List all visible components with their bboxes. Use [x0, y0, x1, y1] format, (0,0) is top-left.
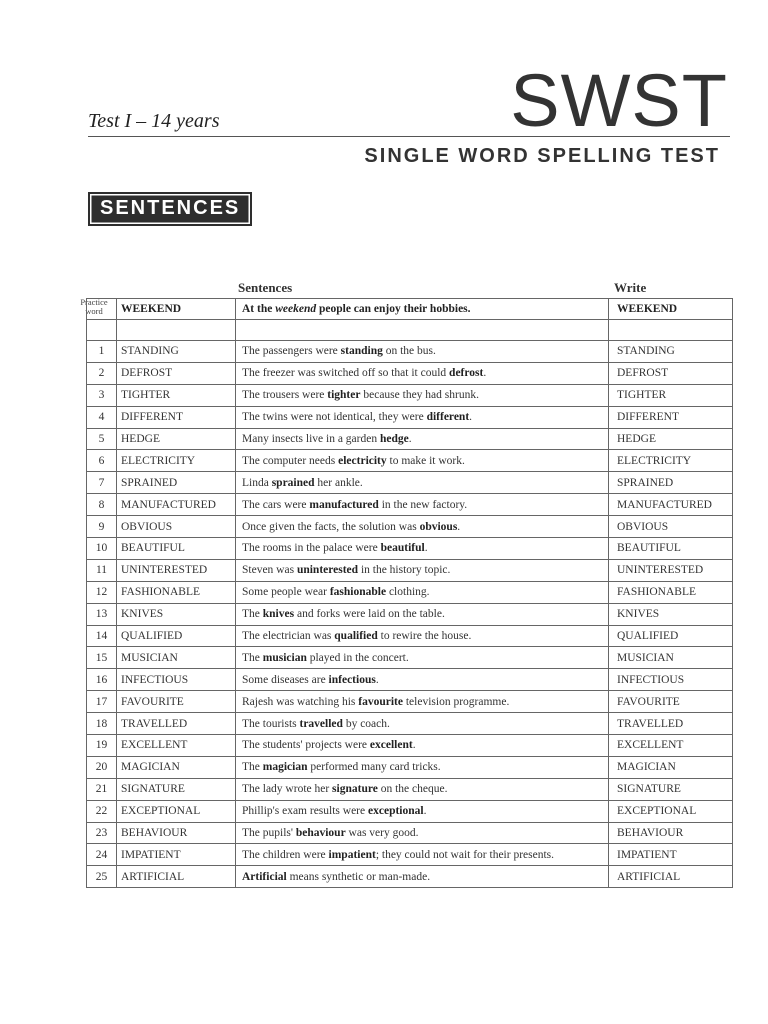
sentence-cell — [236, 450, 609, 472]
sentence-bold-word: travelled — [299, 717, 343, 730]
target-word: DIFFERENT — [117, 406, 236, 428]
sentence-post: in the new factory. — [378, 498, 468, 511]
sentence-bold-word: excellent — [369, 739, 413, 752]
target-word: ELECTRICITY — [117, 450, 236, 472]
sentence-cell — [236, 735, 609, 757]
row-number: 20 — [87, 756, 117, 778]
sentence-pre: The lady wrote her — [242, 783, 333, 796]
table-row — [87, 647, 733, 669]
sentence-cell — [236, 866, 609, 888]
sentence-post: to rewire the house. — [377, 630, 472, 643]
sentence-pre: The — [242, 651, 263, 664]
table-row — [87, 735, 733, 757]
sentence-cell — [236, 822, 609, 844]
sentence-pre: Linda — [242, 476, 272, 489]
sentence-bold-word: knives — [262, 608, 295, 621]
write-cell: EXCELLENT — [609, 735, 733, 757]
sentence-cell — [236, 713, 609, 735]
spacer-cell — [117, 320, 236, 341]
row-number: 9 — [87, 516, 117, 538]
table-row — [87, 691, 733, 713]
sentence-post: . — [423, 805, 427, 818]
row-number: 17 — [87, 691, 117, 713]
sentence-pre: Some people wear — [242, 586, 330, 599]
row-number: 19 — [87, 735, 117, 757]
target-word: EXCEPTIONAL — [117, 800, 236, 822]
write-cell: TRAVELLED — [609, 713, 733, 735]
sentence-pre: The freezer was switched off so that it could — [242, 367, 450, 380]
table-row — [87, 472, 733, 494]
sentence-bold-word: uninterested — [296, 564, 359, 577]
table-row — [87, 559, 733, 581]
sentence-post: was very good. — [345, 827, 419, 840]
write-cell: IMPATIENT — [609, 844, 733, 866]
sentence-bold-word: electricity — [338, 454, 387, 467]
sentence-post: . — [483, 367, 487, 380]
target-word: EXCELLENT — [117, 735, 236, 757]
sentence-bold-word: manufactured — [309, 498, 379, 511]
row-number: 13 — [87, 603, 117, 625]
row-number: 23 — [87, 822, 117, 844]
table-row — [87, 428, 733, 450]
sentence-bold-word: sprained — [271, 476, 315, 489]
table-row — [87, 669, 733, 691]
spacer-cell — [236, 320, 609, 341]
sentence-post: means synthetic or man-made. — [286, 870, 431, 883]
row-number: 4 — [87, 406, 117, 428]
sentence-cell — [236, 603, 609, 625]
sentence-bold-word: qualified — [334, 630, 378, 643]
sentence-cell — [236, 844, 609, 866]
column-header-sentences: Sentences — [238, 280, 293, 295]
sentence-cell — [236, 647, 609, 669]
write-cell: DIFFERENT — [609, 406, 733, 428]
row-number: 22 — [87, 800, 117, 822]
sentence-bold-word: exceptional — [368, 805, 424, 818]
sentence-cell — [236, 362, 609, 384]
target-word: INFECTIOUS — [117, 669, 236, 691]
write-cell: STANDING — [609, 341, 733, 363]
practice-word-label: Practice word — [80, 297, 108, 316]
practice-word-cell: WEEKEND — [117, 299, 236, 320]
table-row — [87, 581, 733, 603]
sentence-pre: The children were — [242, 848, 329, 861]
write-cell: MAGICIAN — [609, 756, 733, 778]
write-cell: DEFROST — [609, 362, 733, 384]
sentence-bold-word: impatient — [328, 848, 376, 861]
spacer-cell — [87, 320, 117, 341]
sentence-bold-word: signature — [332, 783, 378, 796]
target-word: FAVOURITE — [117, 691, 236, 713]
table-row — [87, 494, 733, 516]
row-number: 18 — [87, 713, 117, 735]
sentence-post: by coach. — [342, 717, 390, 730]
table-row — [87, 822, 733, 844]
table-row — [87, 516, 733, 538]
target-word: FASHIONABLE — [117, 581, 236, 603]
row-number: 8 — [87, 494, 117, 516]
practice-sentence-after: people can enjoy their hobbies. — [316, 303, 471, 315]
target-word: UNINTERESTED — [117, 559, 236, 581]
sentence-pre: Rajesh was watching his — [242, 695, 359, 708]
sentence-cell — [236, 559, 609, 581]
table-row — [87, 800, 733, 822]
sentence-bold-word: defrost — [449, 367, 484, 380]
sentence-bold-word: favourite — [358, 695, 403, 708]
write-cell: EXCEPTIONAL — [609, 800, 733, 822]
sentence-post: television programme. — [402, 695, 510, 708]
sentence-cell — [236, 800, 609, 822]
write-cell: FAVOURITE — [609, 691, 733, 713]
write-cell: MUSICIAN — [609, 647, 733, 669]
sentence-cell — [236, 384, 609, 406]
row-number: 7 — [87, 472, 117, 494]
sentence-cell — [236, 581, 609, 603]
sentence-cell — [236, 494, 609, 516]
write-cell: QUALIFIED — [609, 625, 733, 647]
table-row — [87, 538, 733, 560]
section-badge: SENTENCES — [88, 192, 252, 226]
sentence-cell — [236, 756, 609, 778]
sentence-bold-word: beautiful — [380, 542, 425, 555]
sentence-pre: The trousers were — [242, 389, 328, 402]
row-number: 25 — [87, 866, 117, 888]
sentence-pre: The passengers were — [242, 345, 341, 358]
row-number: 6 — [87, 450, 117, 472]
write-cell: ELECTRICITY — [609, 450, 733, 472]
sentence-pre: Some diseases are — [242, 673, 329, 686]
table-row — [87, 625, 733, 647]
sentence-post: . — [412, 739, 416, 752]
write-cell: UNINTERESTED — [609, 559, 733, 581]
row-number: 2 — [87, 362, 117, 384]
sentence-post: and forks were laid on the table. — [294, 608, 445, 621]
sentence-cell — [236, 406, 609, 428]
page-subtitle: SINGLE WORD SPELLING TEST — [364, 145, 720, 167]
target-word: STANDING — [117, 341, 236, 363]
row-number: 11 — [87, 559, 117, 581]
sentence-pre: Many insects live in a garden — [242, 433, 380, 445]
target-word: MUSICIAN — [117, 647, 236, 669]
write-cell: INFECTIOUS — [609, 669, 733, 691]
sentence-post: to make it work. — [386, 454, 465, 467]
target-word: HEDGE — [117, 428, 236, 450]
table-row — [87, 713, 733, 735]
sentence-bold-word: Artificial — [242, 870, 287, 883]
write-cell: HEDGE — [609, 428, 733, 450]
sentence-cell — [236, 538, 609, 560]
sentence-bold-word: musician — [262, 651, 307, 664]
table-row — [87, 844, 733, 866]
sentence-post: clothing. — [386, 586, 430, 599]
write-cell: SIGNATURE — [609, 778, 733, 800]
target-word: DEFROST — [117, 362, 236, 384]
sentence-post: . — [469, 411, 473, 424]
sentence-pre: The cars were — [242, 498, 310, 511]
sentence-pre: The students' projects were — [242, 739, 370, 752]
target-word: IMPATIENT — [117, 844, 236, 866]
sentence-cell — [236, 669, 609, 691]
practice-write-cell: WEEKEND — [609, 299, 733, 320]
write-cell: FASHIONABLE — [609, 581, 733, 603]
table-row — [87, 866, 733, 888]
write-cell: ARTIFICIAL — [609, 866, 733, 888]
target-word: KNIVES — [117, 603, 236, 625]
target-word: SIGNATURE — [117, 778, 236, 800]
target-word: MAGICIAN — [117, 756, 236, 778]
sentence-bold-word: hedge — [379, 433, 409, 445]
write-cell: MANUFACTURED — [609, 494, 733, 516]
practice-number-cell — [87, 299, 117, 320]
sentence-post: . — [457, 520, 461, 533]
sentence-bold-word: behaviour — [295, 827, 346, 840]
spelling-table — [86, 298, 733, 888]
sentence-pre: The electrician was — [242, 630, 335, 643]
header-rule — [88, 136, 730, 137]
sentence-bold-word: tighter — [327, 389, 361, 402]
row-number: 5 — [87, 428, 117, 450]
table-row — [87, 406, 733, 428]
sentence-bold-word: different — [426, 411, 470, 424]
sentence-bold-word: infectious — [328, 673, 376, 686]
write-cell: TIGHTER — [609, 384, 733, 406]
write-cell: BEAUTIFUL — [609, 538, 733, 560]
write-cell: OBVIOUS — [609, 516, 733, 538]
write-cell: KNIVES — [609, 603, 733, 625]
table-row — [87, 384, 733, 406]
table-row — [87, 756, 733, 778]
sentence-cell — [236, 516, 609, 538]
target-word: SPRAINED — [117, 472, 236, 494]
table-row — [87, 362, 733, 384]
sentence-post: because they had shrunk. — [360, 389, 479, 402]
target-word: BEAUTIFUL — [117, 538, 236, 560]
sentence-post: her ankle. — [314, 476, 363, 489]
sentence-pre: Once given the facts, the solution was — [242, 520, 420, 533]
practice-sentence-cell — [236, 299, 609, 320]
test-label: Test I – 14 years — [88, 110, 220, 132]
sentence-post: played in the concert. — [306, 651, 409, 664]
row-number: 15 — [87, 647, 117, 669]
table-row — [87, 341, 733, 363]
sentence-bold-word: obvious — [419, 520, 458, 533]
sentence-post: . — [424, 542, 428, 555]
sentence-pre: The tourists — [242, 717, 300, 730]
target-word: TRAVELLED — [117, 713, 236, 735]
sentence-pre: The pupils' — [242, 827, 296, 840]
sentence-cell — [236, 625, 609, 647]
sentence-cell — [236, 778, 609, 800]
practice-sentence-before: At the — [242, 303, 276, 315]
sentence-cell — [236, 691, 609, 713]
row-number: 3 — [87, 384, 117, 406]
table-row — [87, 603, 733, 625]
target-word: TIGHTER — [117, 384, 236, 406]
sentence-post: on the bus. — [382, 345, 436, 358]
table-row — [87, 778, 733, 800]
swst-logo: SWST — [510, 59, 728, 142]
target-word: OBVIOUS — [117, 516, 236, 538]
sentence-post: on the cheque. — [377, 783, 448, 796]
row-number: 14 — [87, 625, 117, 647]
row-number: 21 — [87, 778, 117, 800]
row-number: 10 — [87, 538, 117, 560]
sentence-bold-word: fashionable — [329, 586, 387, 599]
sentence-pre: The twins were not identical, they were — [242, 411, 427, 424]
row-number: 24 — [87, 844, 117, 866]
sentence-pre: The rooms in the palace were — [242, 542, 381, 555]
target-word: BEHAVIOUR — [117, 822, 236, 844]
sentence-pre: Steven was — [242, 564, 297, 577]
sentence-cell — [236, 472, 609, 494]
sentence-pre: The computer needs — [242, 454, 339, 467]
write-cell: SPRAINED — [609, 472, 733, 494]
sentence-pre: Phillip's exam results were — [242, 805, 368, 818]
target-word: QUALIFIED — [117, 625, 236, 647]
column-header-write: Write — [614, 280, 647, 295]
table-row — [87, 450, 733, 472]
row-number: 1 — [87, 341, 117, 363]
practice-sentence-italic: weekend — [275, 303, 317, 315]
write-cell: BEHAVIOUR — [609, 822, 733, 844]
spacer-cell — [609, 320, 733, 341]
sentence-post: in the history topic. — [358, 564, 451, 577]
sentence-cell — [236, 341, 609, 363]
sentence-post: ; they could not wait for their presents. — [375, 848, 555, 861]
spacer-row — [87, 320, 733, 341]
practice-row — [87, 299, 733, 320]
row-number: 16 — [87, 669, 117, 691]
sentence-bold-word: standing — [340, 345, 383, 358]
target-word: MANUFACTURED — [117, 494, 236, 516]
target-word: ARTIFICIAL — [117, 866, 236, 888]
sentence-bold-word: magician — [262, 761, 308, 774]
sentence-post: . — [375, 673, 379, 686]
sentence-post: . — [408, 433, 412, 445]
sentence-cell — [236, 428, 609, 450]
sentence-pre: The — [242, 608, 263, 621]
sentence-post: performed many card tricks. — [307, 761, 441, 774]
row-number: 12 — [87, 581, 117, 603]
sentence-pre: The — [242, 761, 263, 774]
